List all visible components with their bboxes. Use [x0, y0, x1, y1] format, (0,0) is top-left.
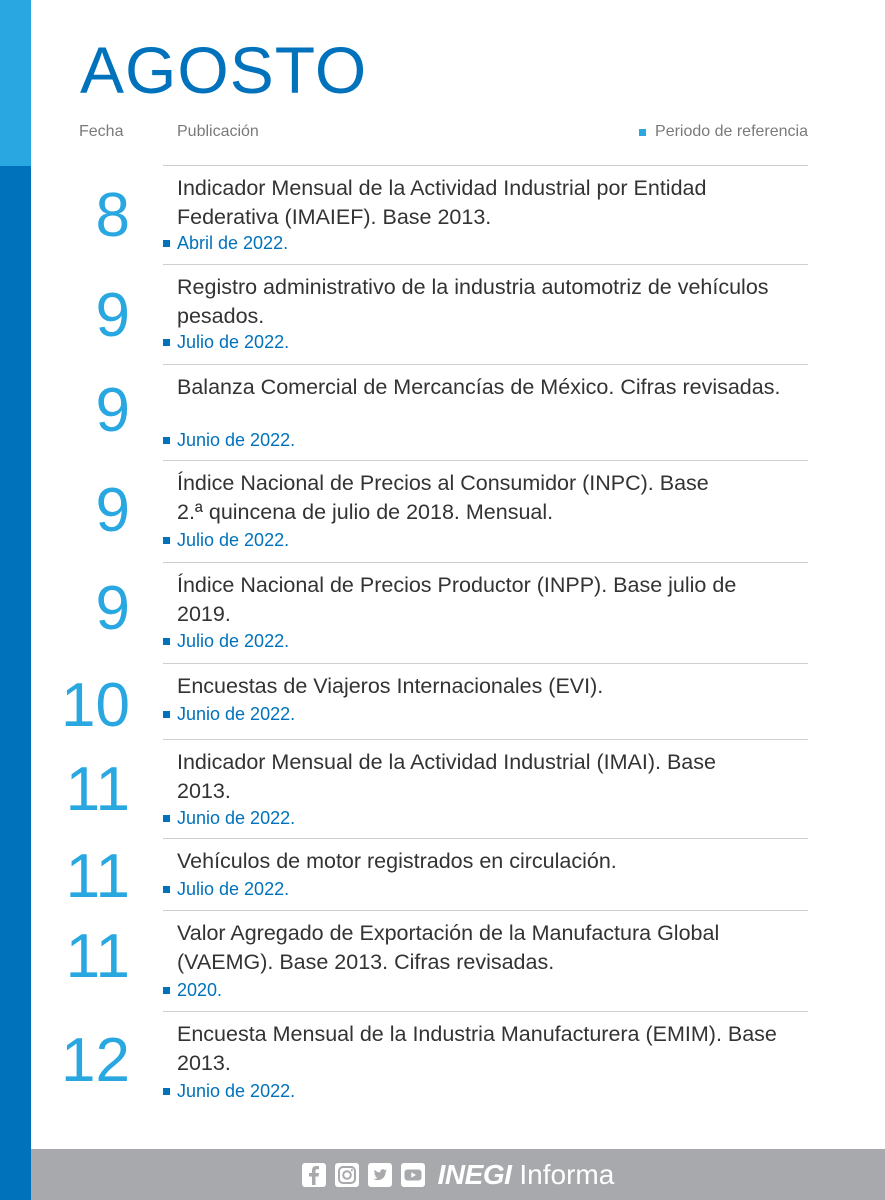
- bullet-square-icon: [163, 339, 170, 346]
- row-divider: [163, 165, 808, 166]
- list-item: [0, 1011, 885, 1111]
- bullet-square-icon: [163, 638, 170, 645]
- footer-bar: [31, 1149, 885, 1200]
- entry-reference-label: Junio de 2022.: [177, 430, 296, 450]
- row-divider: [163, 910, 808, 911]
- entry-title: Registro administrativo de la industria automotriz de vehículos pesados.: [177, 275, 769, 328]
- entry-reference: [163, 878, 289, 900]
- entry-day: 11: [65, 842, 130, 911]
- entry-title: Balanza Comercial de Mercancías de México. Cifras revisadas.: [177, 375, 781, 399]
- entry-reference-label: Junio de 2022.: [177, 1081, 296, 1101]
- entry-day: 8: [95, 181, 130, 250]
- list-item: [0, 663, 885, 739]
- entry-reference-label: Julio de 2022.: [177, 879, 290, 899]
- entry-reference-label: Junio de 2022.: [177, 704, 296, 724]
- twitter-icon[interactable]: [368, 1163, 392, 1187]
- entry-day: 11: [65, 755, 130, 824]
- entry-day: 12: [61, 1026, 130, 1095]
- informa-label: Informa: [519, 1158, 615, 1190]
- list-item: [0, 910, 885, 1011]
- row-divider: [163, 562, 808, 563]
- column-header-periodo-label: Periodo de referencia: [655, 123, 808, 140]
- bullet-square-icon: [163, 987, 170, 994]
- entry-reference-label: 2020.: [177, 980, 223, 1000]
- entry-title: Indicador Mensual de la Actividad Industrial por Entidad Federativa (IMAIEF). Base 2013.: [177, 176, 707, 229]
- entry-reference-label: Julio de 2022.: [177, 332, 290, 352]
- entry-day: 11: [65, 922, 130, 991]
- facebook-icon[interactable]: [302, 1163, 326, 1187]
- entry-day: 9: [95, 281, 130, 350]
- list-item: [0, 562, 885, 663]
- row-divider: [163, 264, 808, 265]
- row-divider: [163, 460, 808, 461]
- entry-title: Indicador Mensual de la Actividad Industrial (IMAI). Base 2013.: [177, 750, 716, 803]
- bullet-square-icon: [163, 240, 170, 247]
- entry-day: 9: [95, 574, 130, 643]
- list-item: [0, 460, 885, 562]
- entry-day: 10: [61, 671, 130, 740]
- entry-title: Índice Nacional de Precios al Consumidor (INPC). Base 2.ª quincena de julio de 2018. Mensual.: [177, 471, 709, 524]
- entry-title: Vehículos de motor registrados en circulación.: [177, 849, 617, 873]
- entry-reference-label: Abril de 2022.: [177, 233, 289, 253]
- entry-title: Valor Agregado de Exportación de la Manufactura Global (VAEMG). Base 2013. Cifras revisadas.: [177, 921, 720, 974]
- entry-reference-label: Julio de 2022.: [177, 530, 290, 550]
- entry-reference: [163, 529, 289, 551]
- bullet-square-icon: [639, 129, 646, 136]
- entry-title: Encuestas de Viajeros Internacionales (EVI).: [177, 674, 604, 698]
- row-divider: [163, 838, 808, 839]
- list-item: [0, 838, 885, 910]
- bullet-square-icon: [163, 886, 170, 893]
- entry-reference: [163, 1080, 295, 1102]
- entry-day: 9: [95, 476, 130, 545]
- sidebar-accent-top: [0, 0, 31, 166]
- inegi-logo: INEGI: [437, 1158, 512, 1190]
- entry-reference: [163, 703, 295, 725]
- entry-reference: [163, 807, 295, 829]
- entry-reference: [163, 429, 295, 451]
- column-header-periodo: [639, 122, 808, 142]
- entry-reference-label: Julio de 2022.: [177, 631, 290, 651]
- row-divider: [163, 739, 808, 740]
- bullet-square-icon: [163, 1088, 170, 1095]
- bullet-square-icon: [163, 711, 170, 718]
- row-divider: [163, 1011, 808, 1012]
- entry-reference-label: Junio de 2022.: [177, 808, 296, 828]
- entry-reference: [163, 232, 288, 254]
- list-item: [0, 165, 885, 264]
- instagram-icon[interactable]: [335, 1163, 359, 1187]
- entry-title: Índice Nacional de Precios Productor (INPP). Base julio de 2019.: [177, 573, 737, 626]
- month-title: AGOSTO: [80, 33, 368, 107]
- entry-title: Encuesta Mensual de la Industria Manufacturera (EMIM). Base 2013.: [177, 1022, 777, 1075]
- entry-reference: [163, 630, 289, 652]
- entry-day: 9: [95, 376, 130, 445]
- bullet-square-icon: [163, 537, 170, 544]
- column-header-fecha: Fecha: [79, 123, 124, 140]
- youtube-icon[interactable]: [401, 1163, 425, 1187]
- list-item: [0, 264, 885, 364]
- row-divider: [163, 663, 808, 664]
- column-header-publicacion: Publicación: [177, 123, 259, 140]
- entry-reference: [163, 331, 289, 353]
- bullet-square-icon: [163, 437, 170, 444]
- list-item: [0, 739, 885, 838]
- row-divider: [163, 364, 808, 365]
- bullet-square-icon: [163, 815, 170, 822]
- list-item: [0, 364, 885, 460]
- entry-reference: [163, 979, 222, 1001]
